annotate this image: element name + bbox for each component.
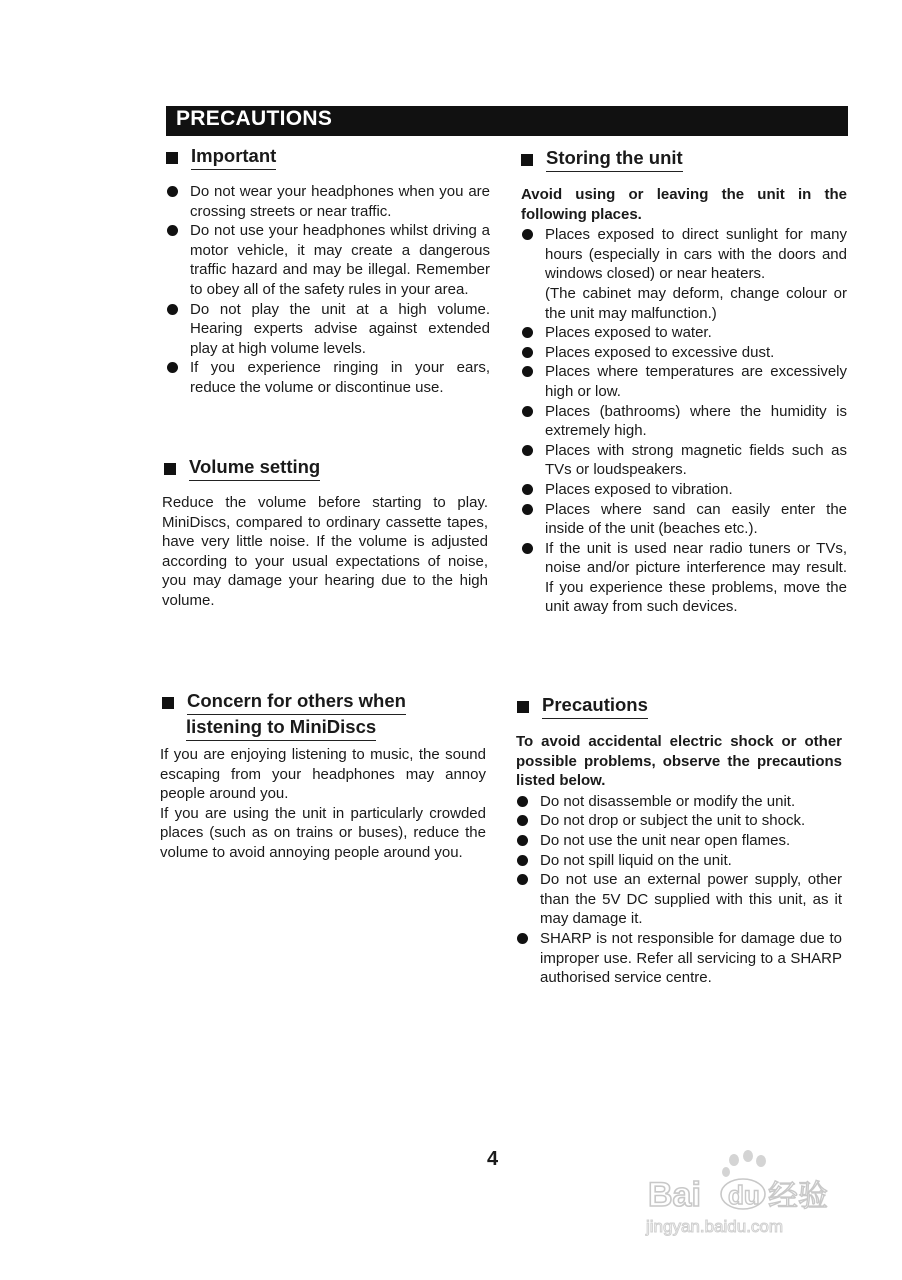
square-bullet-icon [162,697,174,709]
volume-heading: Volume setting [164,456,320,481]
bullet-icon [522,347,533,358]
storing-lead: Avoid using or leaving the unit in the following places. [521,186,847,223]
list-item: SHARP is not responsible for damage due to improper use. Refer all servicing to a SHARP authorised service centre. [516,929,842,988]
page-number: 4 [487,1148,499,1170]
svg-text:Bai: Bai [648,1176,701,1214]
precautions-lead: To avoid accidental electric shock or other possible problems, observe the precautions listed below. [516,733,842,790]
concern-heading-line2: listening to MiniDiscs [186,716,376,741]
precautions-banner [166,106,848,136]
svg-text:经验: 经验 [768,1179,828,1214]
square-bullet-icon [517,701,529,713]
important-heading: Important [166,145,276,170]
storing-block [521,185,847,617]
list-item: If the unit is used near radio tuners or TVs, noise and/or picture interference may result. If you experience these problems, move the unit away from such devices. [521,539,847,617]
list-item: Do not drop or subject the unit to shock. [516,811,842,831]
bullet-icon [522,366,533,377]
list-item: Places where temperatures are excessively high or low. [521,362,847,401]
concern-text-1: If you are enjoying listening to music, the sound escaping from your headphones may annoy people around you. [160,746,486,803]
bullet-icon [517,815,528,826]
storing-heading: Storing the unit [521,147,683,172]
list-item: Do not spill liquid on the unit. [516,851,842,871]
bullet-icon [517,796,528,807]
storing-note: (The cabinet may deform, change colour or the unit may malfunction.) [545,284,847,322]
precautions-list [516,792,842,988]
bullet-icon [517,933,528,944]
list-item: Places exposed to excessive dust. [521,343,847,363]
svg-text:du: du [728,1180,760,1210]
list-item: Places exposed to water. [521,323,847,343]
list-item: Do not disassemble or modify the unit. [516,792,842,812]
bullet-icon [522,484,533,495]
bullet-icon [167,304,178,315]
bullet-icon [517,835,528,846]
bullet-icon [167,362,178,373]
square-bullet-icon [164,463,176,475]
concern-heading: Concern for others when [162,690,406,715]
bullet-icon [517,874,528,885]
baidu-jingyan-watermark-icon [640,1148,850,1248]
banner-title: PRECAUTIONS [176,107,333,130]
concern-text-2: If you are using the unit in particularly crowded places (such as on trains or buses), reduce the volume to avoid annoying people around you. [160,804,486,861]
volume-block [162,493,488,611]
precautions-block [516,732,842,988]
bullet-icon [522,445,533,456]
concern-block [160,745,486,863]
list-item: Do not play the unit at a high volume. Hearing experts advise against extended play at high volume levels. [166,300,490,359]
bullet-icon [167,225,178,236]
list-item: Do not use an external power supply, other than the 5V DC supplied with this unit, as it may damage it. [516,870,842,929]
square-bullet-icon [166,152,178,164]
volume-text: Reduce the volume before starting to play. MiniDiscs, compared to ordinary cassette tapes, have very little noise. If the volume is adjusted according to your usual expectations of noise, you may damage your hearing due to the high volume. [162,494,488,609]
bullet-icon [522,504,533,515]
list-item: Places exposed to direct sunlight for many hours (especially in cars with the doors and windows closed) or near heaters. (The cabinet may deform, change colour or the unit may malfunction.) [521,225,847,323]
important-list-block [166,182,490,398]
important-list [166,182,490,398]
svg-text:jingyan.baidu.com: jingyan.baidu.com [646,1217,784,1236]
precautions-heading: Precautions [517,694,648,719]
bullet-icon [522,229,533,240]
square-bullet-icon [521,154,533,166]
list-item: If you experience ringing in your ears, reduce the volume or discontinue use. [166,358,490,397]
list-item: Places (bathrooms) where the humidity is extremely high. [521,402,847,441]
list-item: Places exposed to vibration. [521,480,847,500]
bullet-icon [167,186,178,197]
bullet-icon [517,855,528,866]
list-item: Do not use your headphones whilst driving a motor vehicle, it may create a dangerous traffic hazard and may be illegal. Remember to obey all of the safety rules in your area. [166,221,490,299]
storing-list [521,225,847,617]
bullet-icon [522,543,533,554]
list-item: Do not wear your headphones when you are crossing streets or near traffic. [166,182,490,221]
list-item: Do not use the unit near open flames. [516,831,842,851]
bullet-icon [522,406,533,417]
list-item: Places where sand can easily enter the inside of the unit (beaches etc.). [521,500,847,539]
list-item: Places with strong magnetic fields such as TVs or loudspeakers. [521,441,847,480]
bullet-icon [522,327,533,338]
